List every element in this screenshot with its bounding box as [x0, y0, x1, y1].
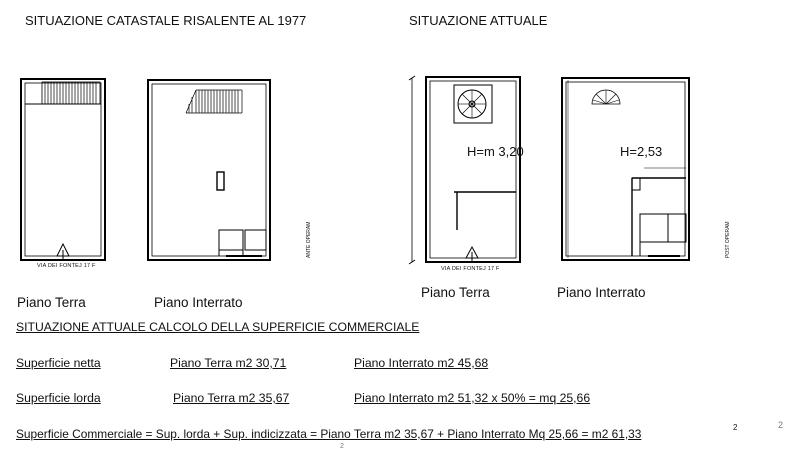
lorda-label: Superficie lorda: [16, 391, 101, 405]
bottom-mark: 2: [340, 443, 344, 450]
netta-label: Superficie netta: [16, 356, 101, 370]
page-number: 2: [778, 420, 784, 430]
calc-heading: SITUAZIONE ATTUALE CALCOLO DELLA SUPERFICIE COMMERCIALE: [16, 320, 420, 334]
street-label-new: VIA DEI FONTEJ 17 F: [441, 266, 500, 272]
old-piano-interrato-plan: [148, 80, 270, 260]
ante-operam-label: ANTE OPERAM: [306, 221, 312, 258]
height-terra: H=m 3,20: [467, 144, 524, 159]
new-piano-interrato-plan: [562, 78, 689, 260]
netta-terra: Piano Terra m2 30,71: [170, 356, 287, 370]
label-old-piano-terra: Piano Terra: [17, 295, 86, 310]
lorda-terra: Piano Terra m2 35,67: [173, 391, 290, 405]
old-piano-terra-plan: [21, 79, 105, 260]
current-title: SITUAZIONE ATTUALE: [409, 13, 548, 28]
label-new-piano-terra: Piano Terra: [421, 285, 490, 300]
lorda-interrato: Piano Interrato m2 51,32 x 50% = mq 25,66: [354, 391, 591, 405]
street-label-old: VIA DEI FONTEJ 17 F: [37, 263, 96, 269]
commerciale-line: Superficie Commerciale = Sup. lorda + Sup. indicizzata = Piano Terra m2 35,67 + Piano Interrato Mq 25,66 = m2 61,33: [16, 427, 642, 441]
label-old-piano-interrato: Piano Interrato: [154, 295, 243, 310]
label-new-piano-interrato: Piano Interrato: [557, 285, 646, 300]
height-interrato: H=2,53: [620, 144, 663, 159]
new-piano-terra-plan: [409, 76, 520, 264]
footnote-marker: 2: [733, 423, 738, 432]
post-operam-label: POST OPERAM: [725, 221, 731, 258]
netta-interrato: Piano Interrato m2 45,68: [354, 356, 489, 370]
cadastral-title: SITUAZIONE CATASTALE RISALENTE AL 1977: [25, 13, 307, 28]
